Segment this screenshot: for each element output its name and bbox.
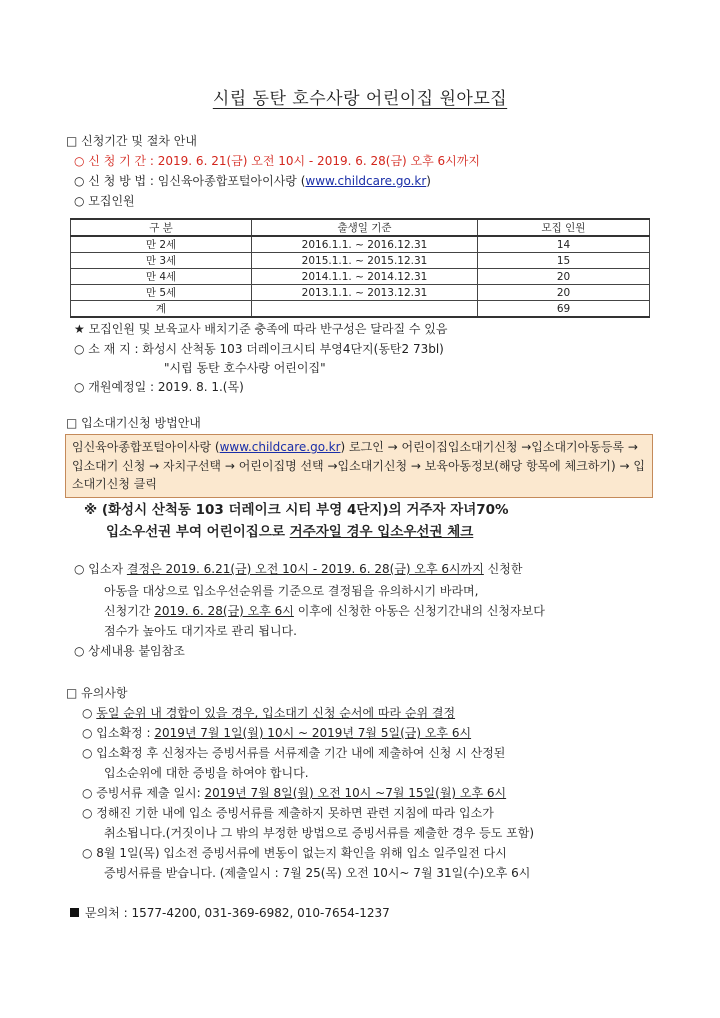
- column-header-count: 모집 인원: [478, 219, 650, 236]
- note-item-3-line1: ○ 입소확정 후 신청자는 증빙서류를 서류제출 기간 내에 제출하여 신청 시 산정된: [82, 746, 506, 760]
- recruit-note: ★ 모집인원 및 보육교사 배치기준 충족에 따라 반구성은 달라질 수 있음: [74, 322, 448, 336]
- childcare-link[interactable]: www.childcare.go.kr: [305, 174, 427, 188]
- table-cell: 15: [478, 253, 650, 269]
- table-cell: 2014.1.1. ~ 2014.12.31: [252, 269, 478, 285]
- table-cell: 2015.1.1. ~ 2015.12.31: [252, 253, 478, 269]
- table-cell: [252, 301, 478, 318]
- daycare-name: "시립 동탄 호수사랑 어린이집": [164, 361, 326, 375]
- application-method-text: ○ 신 청 방 법 : 임신육아종합포털아이사랑 (: [74, 174, 306, 188]
- section-heading-waitlist: □ 입소대기신청 방법안내: [66, 416, 201, 430]
- table-total-row: [71, 301, 650, 318]
- note-item-5-line1: ○ 정해진 기한 내에 입소 증빙서류를 제출하지 못하면 관련 지침에 따라 입소가: [82, 806, 494, 820]
- note-item-1: [82, 704, 455, 721]
- priority-check-text: 거주자일 경우 입소우선권 체크: [289, 524, 474, 540]
- note-text: ○ 증빙서류 제출 일시:: [82, 786, 205, 800]
- table-row: [71, 253, 650, 269]
- priority-text: 입소우선권 부여 어린이집으로: [106, 524, 290, 540]
- table-row: [71, 236, 650, 253]
- page-title: 시립 동탄 호수사랑 어린이집 원아모집: [212, 89, 508, 109]
- procedure-text: ) 로그인 → 어린이집입소대기신청 →입소대기아동등록 → 입소대기 신청 → 자치구선택 → 어린이집명 선택 →입소대기신청 → 보육아동정보(해당 항목에 체크하기) → 입소대기신청 클릭: [72, 440, 645, 491]
- priority-notice-line2: [106, 520, 473, 540]
- note-text: 동일 순위 내 경합이 있을 경우, 입소대기 신청 순서에 따라 순위 결정: [96, 706, 456, 720]
- confirmation-period: 2019년 7월 1일(월) 10시 ~ 2019년 7월 5일(금) 오후 6시: [154, 726, 472, 740]
- application-period: ○ 신 청 기 간 : 2019. 6. 21(금) 오전 10시 - 2019. 6. 28(금) 오후 6시까지: [74, 154, 480, 168]
- note-item-5-line2: 취소됩니다.(거짓이나 그 밖의 부정한 방법으로 증빙서류를 제출한 경우 등도 포함): [104, 826, 535, 840]
- note-text: ○ 입소확정 :: [82, 726, 155, 740]
- decision-line1: [74, 560, 522, 577]
- document-submission-period: 2019년 7월 8일(월) 오전 10시 ~7월 15일(월) 오후 6시: [204, 786, 507, 800]
- decision-text: ○ 입소자: [74, 562, 127, 576]
- square-bullet-icon: [70, 908, 79, 917]
- waitlist-procedure-box: [65, 434, 653, 498]
- table-cell: 만 5세: [71, 285, 252, 301]
- table-cell: 2013.1.1. ~ 2013.12.31: [252, 285, 478, 301]
- recruitment-table: [70, 218, 650, 318]
- childcare-link-procedure[interactable]: www.childcare.go.kr: [219, 440, 341, 454]
- table-cell: 2016.1.1. ~ 2016.12.31: [252, 236, 478, 253]
- column-header-birthdate: 출생일 기준: [252, 219, 478, 236]
- note-item-6-line1: ○ 8월 1일(목) 입소전 증빙서류에 변동이 없는지 확인을 위해 입소 일주일전 다시: [82, 846, 507, 860]
- address-line: ○ 소 재 지 : 화성시 산척동 103 더레이크시티 부영4단지(동탄2 73bl): [74, 342, 444, 356]
- table-cell: 만 3세: [71, 253, 252, 269]
- recruit-label: ○ 모집인원: [74, 194, 135, 208]
- section-heading-application: □ 신청기간 및 절차 안내: [66, 134, 197, 148]
- section-heading-notes: □ 유의사항: [66, 686, 128, 700]
- table-row: [71, 269, 650, 285]
- priority-notice-line1: ※ (화성시 산척동 103 더레이크 시티 부영 4단지)의 거주자 자녀70%: [84, 502, 509, 518]
- note-item-6-line2: 증빙서류를 받습니다. (제출일시 : 7월 25(목) 오전 10시~ 7월 31일(수)오후 6시: [104, 866, 531, 880]
- table-header-row: [71, 219, 650, 236]
- decision-text: 신청기간: [104, 604, 155, 618]
- contact-info: [70, 904, 390, 921]
- deadline-date: 2019. 6. 28(금) 오후 6시: [154, 604, 294, 618]
- details-reference: ○ 상세내용 붙임참조: [74, 644, 185, 658]
- table-cell: 20: [478, 285, 650, 301]
- table-cell: 69: [478, 301, 650, 318]
- table-cell: 만 2세: [71, 236, 252, 253]
- opening-date: ○ 개원예정일 : 2019. 8. 1.(목): [74, 380, 244, 394]
- decision-line2: 아동을 대상으로 입소우선순위를 기준으로 결정됨을 유의하시기 바라며,: [104, 584, 479, 598]
- decision-line4: 점수가 높아도 대기자로 관리 됩니다.: [104, 624, 297, 638]
- note-bullet: ○: [82, 706, 97, 720]
- column-header-category: 구 분: [71, 219, 252, 236]
- procedure-text-start: 임신육아종합포털아이사랑 (: [72, 440, 220, 454]
- table-cell: 20: [478, 269, 650, 285]
- note-item-2: [82, 724, 471, 741]
- contact-text: 문의처 : 1577-4200, 031-369-6982, 010-7654-1237: [85, 906, 390, 920]
- decision-line3: [104, 602, 545, 619]
- table-cell: 계: [71, 301, 252, 318]
- table-row: [71, 285, 650, 301]
- note-item-4: [82, 784, 506, 801]
- note-item-3-line2: 입소순위에 대한 증빙을 하여야 합니다.: [104, 766, 309, 780]
- application-method-close: ): [426, 174, 431, 188]
- table-cell: 14: [478, 236, 650, 253]
- decision-text-end: 신청한: [483, 562, 523, 576]
- decision-period: 결정은 2019. 6.21(금) 오전 10시 - 2019. 6. 28(금) 오후 6시까지: [126, 562, 484, 576]
- decision-text: 이후에 신청한 아동은 신청기간내의 신청자보다: [293, 604, 545, 618]
- table-cell: 만 4세: [71, 269, 252, 285]
- application-method: [74, 172, 431, 189]
